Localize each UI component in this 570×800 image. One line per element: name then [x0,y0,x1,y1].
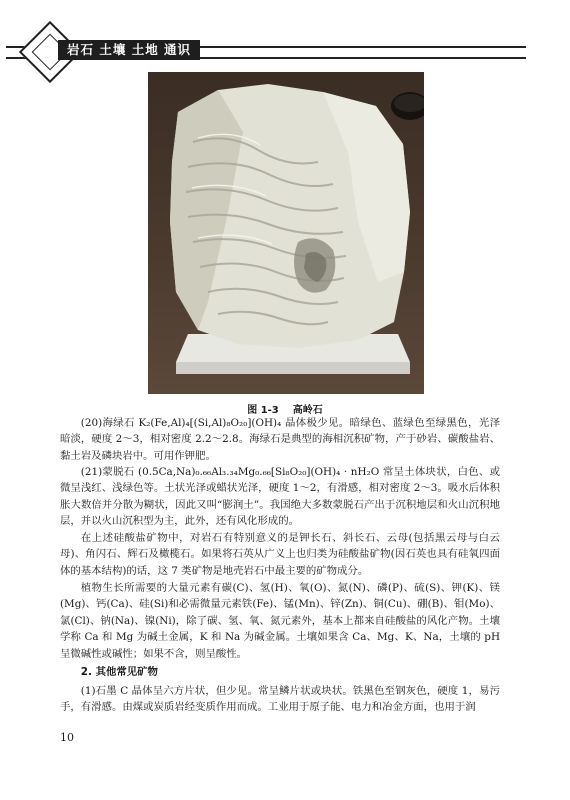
paragraph-glauconite: (20)海绿石 K₂(Fe,Al)₄[(Si,Al)₈O₂₀](OH)₄ 晶体极少见。暗绿色、蓝绿色至绿黑色，光泽暗淡，硬度 2～3，相对密度 2.2～2.8。海绿石是典型的海相沉积矿物，产于砂岩、碳酸盐岩、黏土岩及磷块岩中。可用作钾肥。 [60,417,500,462]
paragraph-montmorillonite: (21)蒙脱石 (0.5Ca,Na)₀.₆₆Al₃.₃₄Mg₀.₆₆[Si₈O₂₀](OH)₄ · nH₂O 常呈土体块状，白色、或微呈浅红、浅绿色等。土状光泽或蜡状光泽，硬度 1～2，有滑感，相对密度 2～3。吸水后体积胀大数倍并分散为糊状，因此又叫“膨润土”。我国绝大多数蒙脱石产出于沉积地层和火山沉积地层，并以火山沉积型为主，此外，还有风化形成的。 [60,466,500,528]
paragraph-silicate-minerals: 在上述硅酸盐矿物中，对岩石有特别意义的是钾长石、斜长石、云母(包括黑云母与白云母)、角闪石、辉石及橄榄石。如果将石英从广义上也归类为硅酸盐矿物(因石英也具有硅氧四面体的基本结构)的话，这 7 类矿物是地壳岩石中最主要的矿物成分。 [60,532,500,577]
figure-caption [0,401,570,416]
paragraph-plant-elements: 植物生长所需要的大量元素有碳(C)、氢(H)、氧(O)、氮(N)、磷(P)、硫(S)、钾(K)、镁(Mg)、钙(Ca)、硅(Si)和必需微量元素铁(Fe)、锰(Mn)、锌(Zn)、铜(Cu)、硼(B)、钼(Mo)、氯(Cl)、钠(Na)、镍(Ni)，除了碳、氢、氧、氮元素外，基本上都来自硅酸盐的风化产物。土壤学称 Ca 和 Mg 为碱土金属，K 和 Na 为碱金属。土壤如果含 Ca、Mg、K、Na，土壤的 pH 呈微碱性或碱性；如果不含，则呈酸性。 [60,582,500,660]
kaolinite-photo [148,72,424,394]
paragraph-graphite: (1)石墨 C 晶体呈六方片状，但少见。常呈鳞片状或块状。铁黑色至钢灰色，硬度 1，易污手，有滑感。由煤或炭质岩经变质作用而成。工业用于原子能、电力和冶金方面，也用于润 [60,685,500,714]
kaolinite-rock-illustration [148,72,424,394]
page-number: 10 [60,731,74,744]
figure-title: 高岭石 [292,405,323,416]
running-header-title: 岩石 土壤 土地 通识 [58,40,200,60]
section-heading: 2. 其他常见矿物 [80,666,158,678]
figure-label: 图 1-3 [247,405,279,416]
